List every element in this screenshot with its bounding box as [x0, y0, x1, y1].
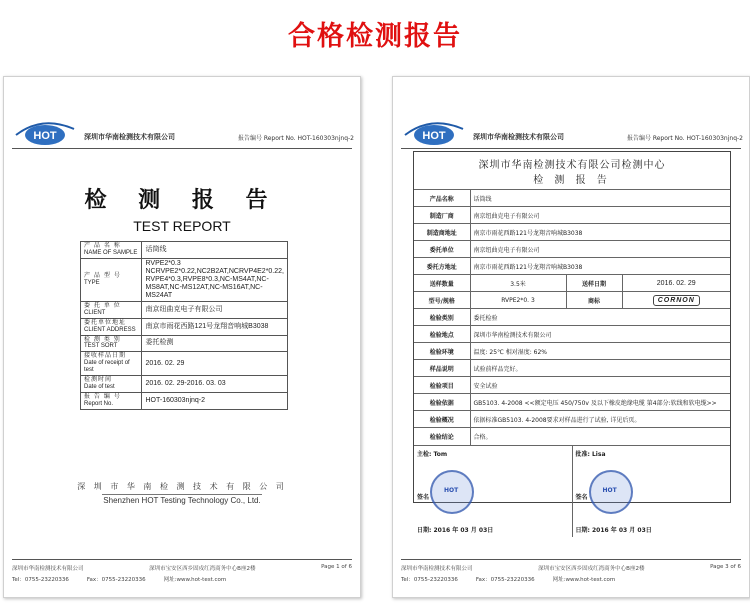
model-label: 型号/规格 [414, 292, 470, 309]
table-row [414, 207, 730, 224]
row-value: 话筒线 [470, 190, 730, 207]
bottom-divider [12, 559, 352, 560]
row-label: 检验依据 [414, 394, 470, 411]
table-row [414, 360, 730, 377]
row-value: GB5103. 4-2008 <<额定电压 450/750v 及以下橡皮绝缘电缆 第4部分:软线和软电缆>> [470, 394, 730, 411]
row-label-cn: 委 托 单 位 [84, 302, 121, 310]
result-title [414, 152, 730, 189]
row-label: 样品说明 [414, 360, 470, 377]
row-label [81, 258, 142, 301]
result-title-report: 检 测 报 告 [533, 175, 611, 186]
table-row [81, 335, 288, 352]
footer-fax: Fax：0755-23220336 [86, 577, 146, 583]
table-row [81, 318, 288, 335]
header-company: 深圳市华南检测技术有限公司 [84, 133, 175, 141]
table-row [81, 302, 288, 319]
row-value: 试验前样品完好。 [470, 360, 730, 377]
table-row [414, 411, 730, 428]
footer-address: 深圳市宝安区西乡固戍红湾商务中心B座2楼 [149, 566, 256, 572]
logo-text: HOT [422, 130, 446, 142]
row-label [81, 376, 142, 393]
page-footer [12, 564, 352, 586]
row-value: 南京市雨花西路121号龙翔音响城B3038 [470, 224, 730, 241]
report-title-en: TEST REPORT [133, 218, 231, 234]
table-row [414, 326, 730, 343]
row-value: 安全试验 [470, 377, 730, 394]
table-row [414, 428, 730, 445]
approver-signature [572, 446, 731, 537]
brand-label: 商标 [566, 292, 622, 309]
row-label-cn: 报 告 编 号 [84, 392, 121, 400]
row-label-cn: 产 品 型 号 [84, 272, 121, 279]
sample-qty-value: 3.5米 [470, 275, 566, 292]
table-row [414, 275, 730, 292]
table-row [414, 224, 730, 241]
company-seal-icon: HOT [589, 470, 633, 514]
row-label-en: NAME OF SAMPLE [84, 249, 138, 256]
footer-page: Page 3 of 6 [710, 564, 741, 570]
table-row [414, 292, 730, 309]
footer-divider [102, 494, 262, 495]
company-footer [4, 481, 360, 505]
report-result-page [392, 76, 750, 598]
row-value: 南京纽曲克电子有限公司 [470, 241, 730, 258]
table-row [81, 392, 288, 409]
row-label-en: TEST SORT [84, 343, 118, 350]
sign-label: 签名 [575, 493, 588, 501]
row-value: 委托检测 [142, 335, 288, 352]
footer-company: 深圳市华南检测技术有限公司 [12, 566, 84, 572]
row-label [81, 302, 142, 319]
inspector-date: 日期: 2016 年 03 月 03日 [417, 526, 494, 534]
table-row [414, 377, 730, 394]
inspector-signature [414, 446, 572, 537]
header-divider [12, 148, 352, 149]
row-value: 话筒线 [142, 242, 288, 259]
row-label-en: Report No. [84, 400, 114, 407]
result-title-center: 深圳市华南检测技术有限公司检测中心 [478, 160, 666, 171]
brand-cell [622, 292, 730, 309]
result-frame [413, 151, 731, 534]
table-row [414, 190, 730, 207]
footer-page: Page 1 of 6 [321, 564, 352, 570]
report-cover-page [3, 76, 361, 598]
approver: 批准: Lisa [575, 450, 606, 458]
sample-info-table [80, 241, 288, 410]
row-value: 南京市雨花西路121号龙翔音响城B3038 [142, 318, 288, 335]
row-label-en: TYPE [84, 279, 100, 286]
row-value: HOT-160303njnq-2 [142, 392, 288, 409]
row-label: 制造厂商 [414, 207, 470, 224]
hot-logo-icon [12, 117, 78, 147]
row-label-cn: 委托单位地址 [84, 318, 127, 326]
page-footer [401, 564, 741, 586]
row-label-en: Date of receipt of test [84, 360, 130, 374]
footer-company: 深圳市华南检测技术有限公司 [401, 566, 473, 572]
row-label-cn: 检 测 类 别 [84, 335, 121, 343]
row-label [81, 242, 142, 259]
banner-title: 合格检测报告 [288, 21, 462, 52]
company-seal-icon: HOT [430, 470, 474, 514]
footer-fax: Fax：0755-23220336 [475, 577, 535, 583]
table-row [81, 352, 288, 376]
row-label: 委托方地址 [414, 258, 470, 275]
row-value: RVPE2*0.3 NCRVPE2*0.22,NC2B2AT,NCRVP4E2*0.22, RVPE4*0.3,RVPE8*0.3,NC-MS4AT,NC-MS8AT,NC-MS12AT,NC-MS16AT,NC-MS24AT [142, 258, 288, 301]
logo-text: HOT [33, 130, 57, 142]
cornon-logo: CORNON [653, 295, 700, 306]
result-table [414, 189, 730, 445]
row-label [81, 318, 142, 335]
row-label-cn: 检测时间 [84, 376, 113, 384]
table-row [414, 343, 730, 360]
report-title-cn: 检 测 报 告 [84, 187, 280, 213]
hot-logo-icon [401, 117, 467, 147]
row-label [81, 392, 142, 409]
header-report-no: 报告编号 Report No. HOT-160303njnq-2 [237, 135, 354, 142]
table-row [414, 258, 730, 275]
row-label: 制造商地址 [414, 224, 470, 241]
signature-row [414, 445, 730, 537]
row-label [81, 352, 142, 376]
approver-date: 日期: 2016 年 03 月 03日 [575, 526, 652, 534]
header-divider [401, 148, 741, 149]
row-label: 检验地点 [414, 326, 470, 343]
row-value: 温度: 25℃ 相对湿度: 62% [470, 343, 730, 360]
row-value: 南京市雨花西路121号龙翔音响城B3038 [470, 258, 730, 275]
footer-web: 网址:www.hot-test.com [552, 577, 616, 583]
row-value: 深圳市华南检测技术有限公司 [470, 326, 730, 343]
table-row [414, 309, 730, 326]
row-label: 检验类别 [414, 309, 470, 326]
row-label: 委托单位 [414, 241, 470, 258]
row-label: 检验概况 [414, 411, 470, 428]
main-inspector: 主检: Tom [417, 450, 448, 458]
header-report-no: 报告编号 Report No. HOT-160303njnq-2 [626, 135, 743, 142]
table-row [414, 394, 730, 411]
footer-company-en: Shenzhen HOT Testing Technology Co., Ltd. [103, 496, 261, 505]
row-label: 产品名称 [414, 190, 470, 207]
row-label: 检验环境 [414, 343, 470, 360]
row-label-cn: 接收样品日期 [84, 352, 127, 360]
row-label-en: CLIENT ADDRESS [84, 326, 136, 333]
row-value: 南京纽曲克电子有限公司 [470, 207, 730, 224]
row-value: 南京纽曲克电子有限公司 [142, 302, 288, 319]
row-label [81, 335, 142, 352]
row-label-en: CLIENT [84, 309, 106, 316]
row-label: 检验项目 [414, 377, 470, 394]
bottom-divider [401, 559, 741, 560]
sample-date-value: 2016. 02. 29 [622, 275, 730, 292]
row-label-cn: 产 品 名 称 [84, 242, 121, 249]
footer-tel: Tel：0755-23220336 [12, 577, 69, 583]
footer-tel: Tel：0755-23220336 [401, 577, 458, 583]
row-value: 2016. 02. 29 [142, 352, 288, 376]
row-label: 检验结论 [414, 428, 470, 445]
row-value: 委托检验 [470, 309, 730, 326]
row-value: 合格。 [470, 428, 730, 445]
page-header [12, 117, 354, 147]
footer-company-cn: 深 圳 市 华 南 检 测 技 术 有 限 公 司 [77, 482, 287, 491]
sign-label: 签名 [417, 493, 430, 501]
footer-web: 网址:www.hot-test.com [163, 577, 227, 583]
page-header [401, 117, 743, 147]
header-company: 深圳市华南检测技术有限公司 [473, 133, 564, 141]
row-value: 依据标准GB5103. 4-2008要求对样品进行了试验, 详见后页。 [470, 411, 730, 428]
sample-date-label: 送样日期 [566, 275, 622, 292]
table-row [414, 241, 730, 258]
table-row [81, 376, 288, 393]
row-label-en: Date of test [84, 383, 115, 390]
model-value: RVPE2*0. 3 [470, 292, 566, 309]
footer-address: 深圳市宝安区西乡固戍红湾商务中心B座2楼 [538, 566, 645, 572]
table-row [81, 258, 288, 301]
sample-qty-label: 送样数量 [414, 275, 470, 292]
row-value: 2016. 02. 29-2016. 03. 03 [142, 376, 288, 393]
table-row [81, 242, 288, 259]
